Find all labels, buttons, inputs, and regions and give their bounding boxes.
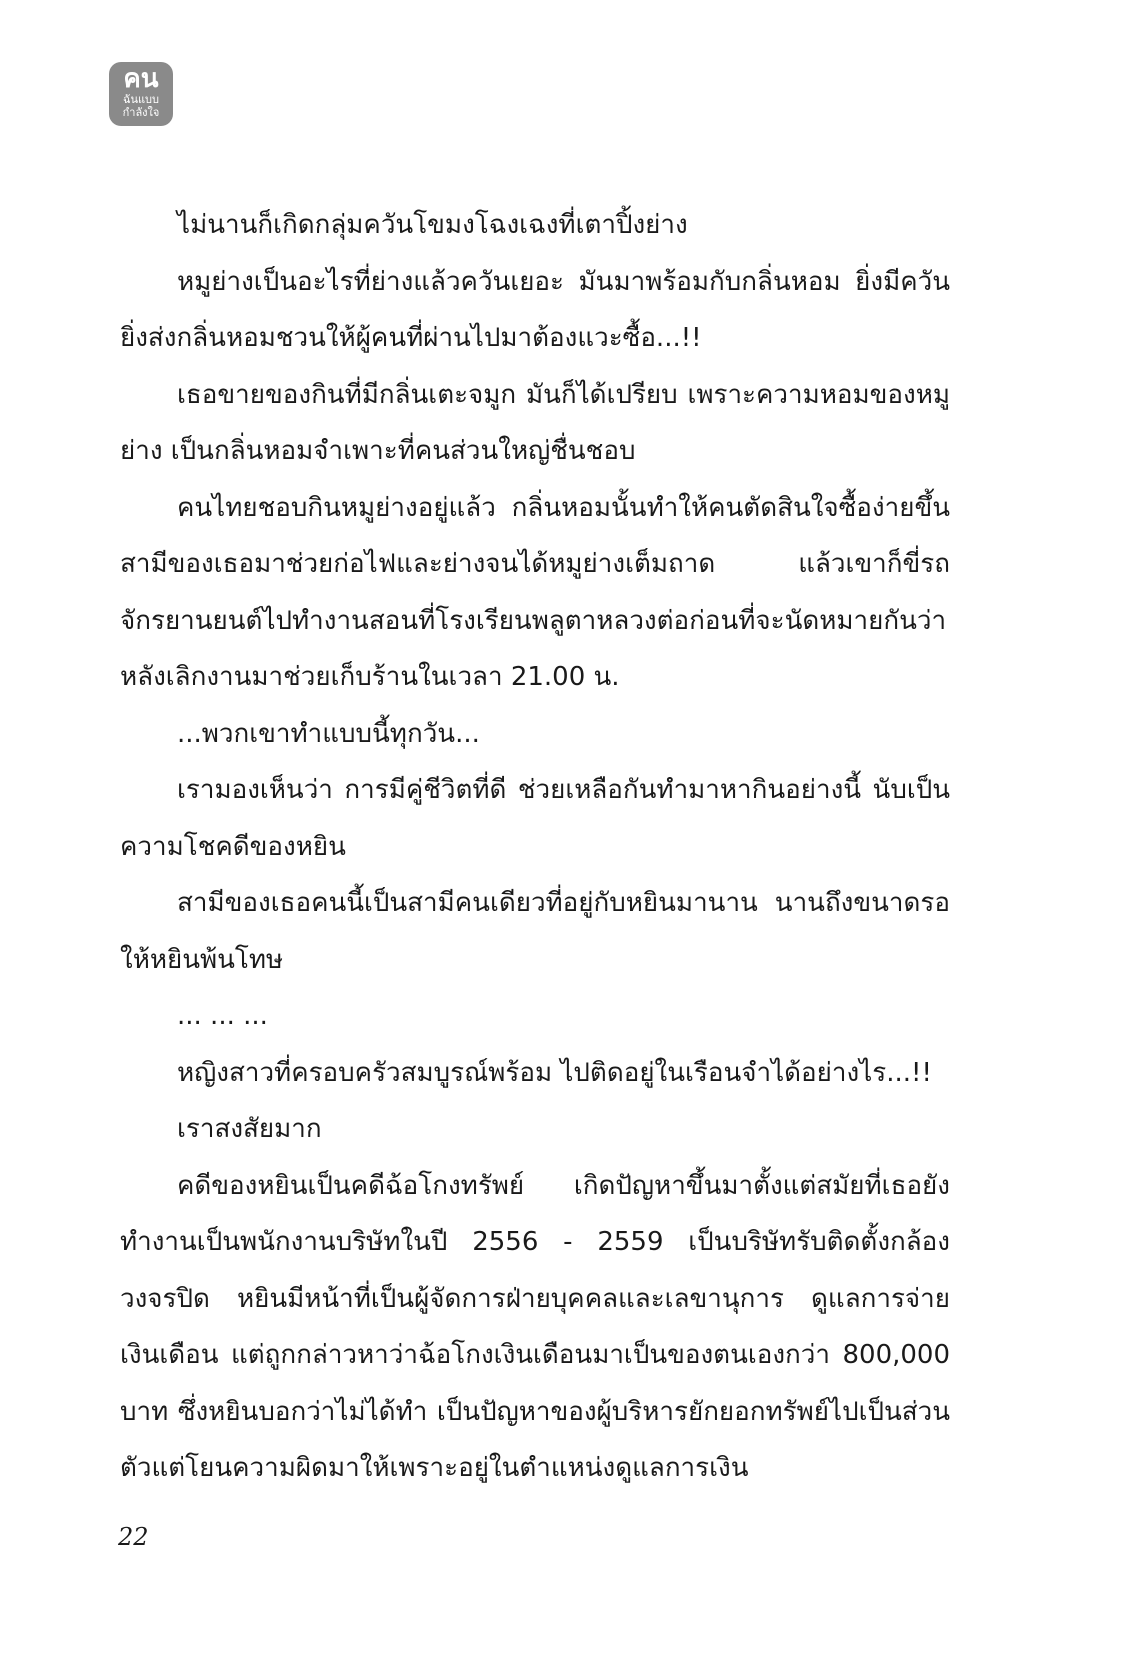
paragraph: ...พวกเขาทำแบบนี้ทุกวัน... xyxy=(177,718,480,749)
paragraph: เราสงสัยมาก xyxy=(177,1114,322,1144)
body-text xyxy=(120,197,950,1497)
paragraph: หมูย่างเป็นอะไรที่ย่างแล้วควันเยอะ มันมาพร้อมกับกลิ่นหอม ยิ่งมีควันยิ่งส่งกลิ่นหอมชวนให้ผู้คนที่ผ่านไปมาต้องแวะซื้อ...!! xyxy=(120,266,950,353)
page-number: 22 xyxy=(118,1523,149,1551)
paragraph: คดีของหยินเป็นคดีฉ้อโกงทรัพย์ เกิดปัญหาขึ้นมาตั้งแต่สมัยที่เธอยังทำงานเป็นพนักงานบริษัทในปี 2556 - 2559 เป็นบริษัทรับติดตั้งกล้องวงจรปิด หยินมีหน้าที่เป็นผู้จัดการฝ่ายบุคคลและเลขานุการ ดูแลการจ่ายเงินเดือน แต่ถูกกล่าวหาว่าฉ้อโกงเงินเดือนมาเป็นของตนเองกว่า 800,000 บาท ซึ่งหยินบอกว่าไม่ได้ทำ เป็นปัญหาของผู้บริหารยักยอกทรัพย์ไปเป็นส่วนตัวแต่โยนความผิดมาให้เพราะอยู่ในตำแหน่งดูแลการเงิน xyxy=(120,1170,950,1483)
paragraph: คนไทยชอบกินหมูย่างอยู่แล้ว กลิ่นหอมนั้นทำให้คนตัดสินใจซื้อง่ายขึ้น สามีของเธอมาช่วยก่อไฟและย่างจนได้หมูย่างเต็มถาด แล้วเขาก็ขี่รถจักรยานยนต์ไปทำงานสอนที่โรงเรียนพลูตาหลวงต่อก่อนที่จะนัดหมายกันว่าหลังเลิกงานมาช่วยเก็บร้านในเวลา 21.00 น. xyxy=(120,492,950,692)
paragraph: สามีของเธอคนนี้เป็นสามีคนเดียวที่อยู่กับหยินมานาน นานถึงขนาดรอให้หยินพ้นโทษ xyxy=(120,888,950,975)
paragraph: หญิงสาวที่ครอบครัวสมบูรณ์พร้อม ไปติดอยู่ในเรือนจำได้อย่างไร...!! xyxy=(177,1057,932,1088)
paragraph: ไม่นานก็เกิดกลุ่มควันโขมงโฉงเฉงที่เตาปิ้งย่าง xyxy=(177,210,688,240)
logo-line-1: คน xyxy=(123,64,159,94)
paragraph: เรามองเห็นว่า การมีคู่ชีวิตที่ดี ช่วยเหลือกันทำมาหากินอย่างนี้ นับเป็นความโชคดีของหยิน xyxy=(120,775,950,862)
logo-line-3: กำลังใจ xyxy=(122,106,160,119)
paragraph: เธอขายของกินที่มีกลิ่นเตะจมูก มันก็ได้เปรียบ เพราะความหอมของหมูย่าง เป็นกลิ่นหอมจำเพาะที่คนส่วนใหญ่ชื่นชอบ xyxy=(120,379,950,466)
logo-line-2: ฉันแบบ xyxy=(122,93,160,106)
book-logo xyxy=(109,62,173,126)
paragraph-ellipsis: ... ... ... xyxy=(177,1001,268,1031)
